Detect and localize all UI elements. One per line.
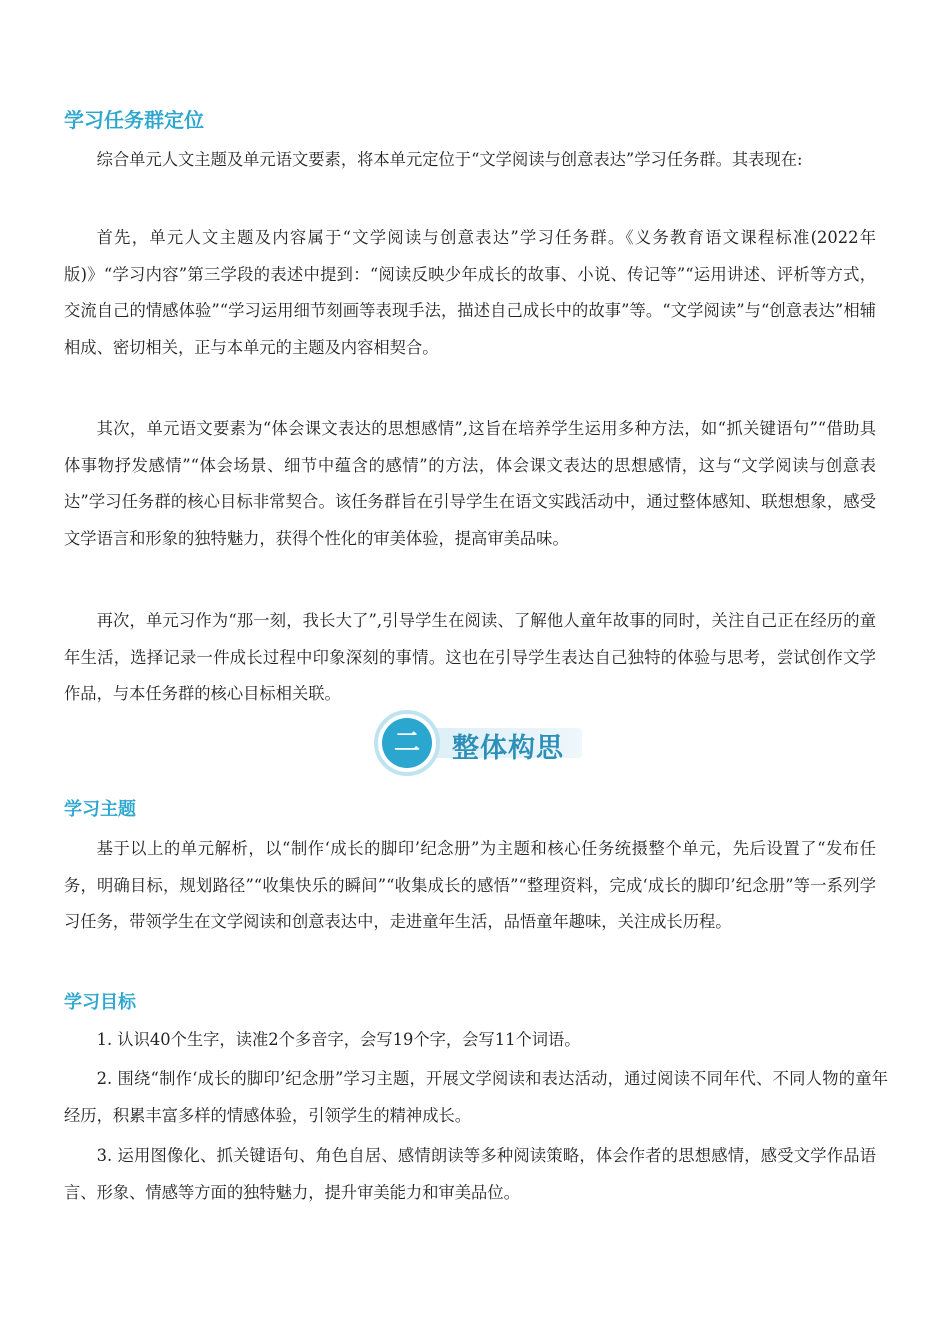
- paragraph-first: 首先，单元人文主题及内容属于“文学阅读与创意表达”学习任务群。《义务教育语文课程标准(2022年版)》“学习内容”第三学段的表述中提到：“阅读反映少年成长的故事、小说、传记等”“运用讲述、评析等方式，交流自己的情感体验”“学习运用细节刻画等表现手法，描述自己成长中的故事”等。“文学阅读”与“创意表达”相辅相成、密切相关，正与本单元的主题及内容相契合。: [64, 228, 876, 357]
- paragraph-learning-theme: 基于以上的单元解析，以“制作‘成长的脚印’纪念册”为主题和核心任务统摄整个单元，先后设置了“发布任务，明确目标，规划路径”“收集快乐的瞬间”“收集成长的感悟”“整理资料，完成‘成长的脚印’纪念册”等一系列学习任务，带领学生在文学阅读和创意表达中，走进童年生活，品悟童年趣味，关注成长历程。: [64, 839, 876, 931]
- objective-item-2: 2. 围绕“制作‘成长的脚印’纪念册”学习主题，开展文学阅读和表达活动，通过阅读不同年代、不同人物的童年经历，积累丰富多样的情感体验，引领学生的精神成长。: [64, 1069, 888, 1125]
- paragraph-second: 其次，单元语文要素为“体会课文表达的思想感情”,这旨在培养学生运用多种方法，如“抓关键语句”“借助具体事物抒发感情”“体会场景、细节中蕴含的感情”的方法，体会课文表达的思想感情，这与“文学阅读与创意表达”学习任务群的核心目标非常契合。该任务群旨在引导学生在语文实践活动中，通过整体感知、联想想象，感受文学语言和形象的独特魅力，获得个性化的审美体验，提高审美品味。: [64, 419, 876, 548]
- paragraph-third: 再次，单元习作为“那一刻，我长大了”,引导学生在阅读、了解他人童年故事的同时，关注自己正在经历的童年生活，选择记录一件成长过程中印象深刻的事情。这也在引导学生表达自己独特的体验与思考，尝试创作文学作品，与本任务群的核心目标相关联。: [64, 611, 876, 703]
- objective-item-1: 1. 认识40个生字，读准2个多音字，会写19个字，会写11个词语。: [96, 1030, 581, 1049]
- heading-task-group-positioning: 学习任务群定位: [64, 108, 204, 132]
- heading-learning-objectives: 学习目标: [64, 992, 136, 1013]
- banner-title: 整体构思: [452, 733, 564, 764]
- paragraph-intro: 综合单元人文主题及单元语文要素，将本单元定位于“文学阅读与创意表达”学习任务群。其表现在:: [96, 150, 803, 169]
- objective-item-3: 3. 运用图像化、抓关键语句、角色自居、感情朗读等多种阅读策略，体会作者的思想感情，感受文学作品语言、形象、情感等方面的独特魅力，提升审美能力和审美品位。: [64, 1146, 876, 1202]
- banner-number: 二: [382, 718, 432, 768]
- section-banner: [372, 706, 586, 782]
- heading-learning-theme: 学习主题: [64, 799, 136, 820]
